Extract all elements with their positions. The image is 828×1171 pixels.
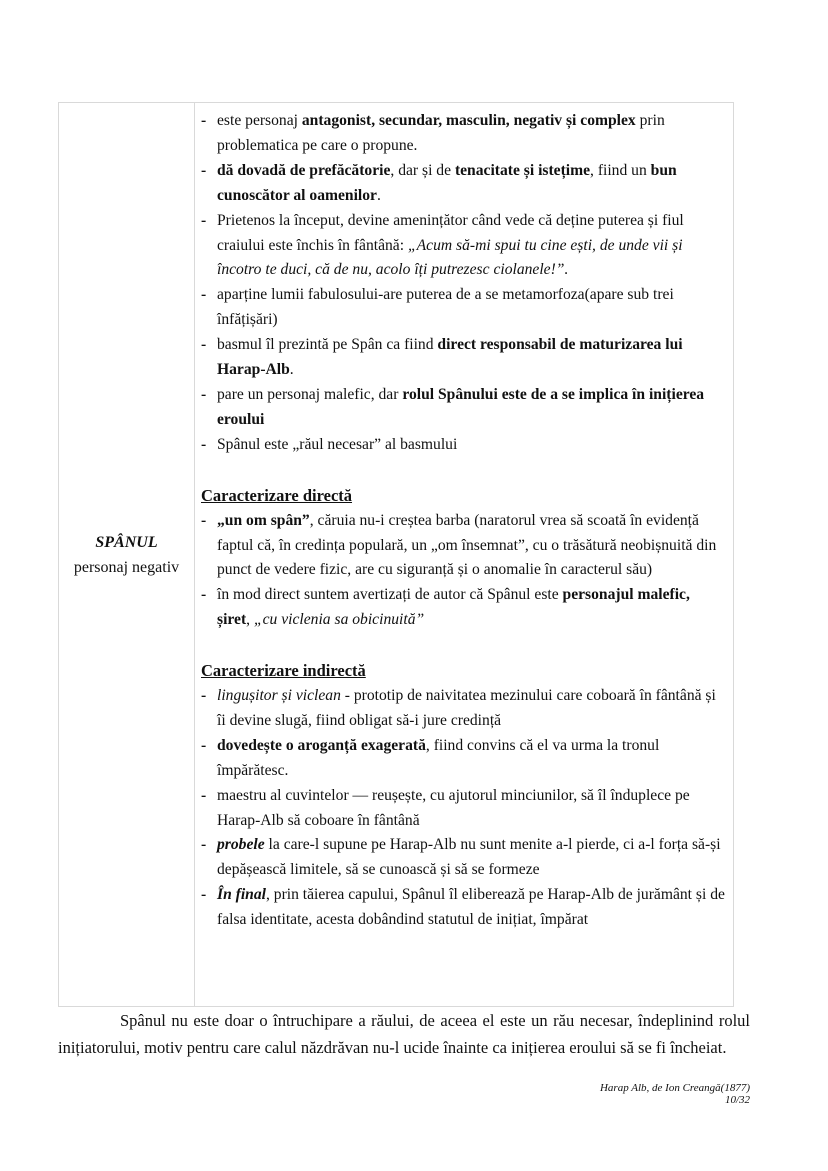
text-run: Prietenos la început, devine amenințător când vede că deține puterea și fiul craiului este închis în fântână: bbox=[217, 211, 684, 254]
dash-bullet-icon: - bbox=[201, 586, 207, 604]
dash-bullet-icon: - bbox=[201, 385, 207, 403]
dash-bullet-icon: - bbox=[201, 687, 207, 705]
footer-source: Harap Alb, de Ion Creangă(1877) bbox=[599, 1082, 750, 1094]
conclusion-paragraph: Spânul nu este doar o întruchipare a răului, de aceea el este un rău necesar, îndeplinind rolul inițiatorului, motiv pentru care calul năzdrăvan nu-l ucide înainte ca inițierea eroului să se fi încheiat. bbox=[58, 1011, 750, 1057]
text-run: , fiind convins că el va urma la tronul împărătesc. bbox=[217, 736, 660, 779]
list-item bbox=[201, 784, 725, 834]
direct-characterization-heading: Caracterizare directă bbox=[201, 485, 353, 505]
dash-bullet-icon: - bbox=[201, 336, 207, 354]
list-item bbox=[201, 583, 725, 633]
list-item bbox=[201, 509, 725, 584]
dash-bullet-icon: - bbox=[201, 211, 207, 229]
indirect-characterization-list bbox=[201, 684, 725, 933]
indirect-characterization-heading: Caracterizare indirectă bbox=[201, 661, 366, 681]
text-run: , căruia nu-i creștea barba (naratorul vrea să scoată în evidență faptul că, în credința populară, un „om însemnat”, cu o trăsătură neobișnuită din punct de vedere fizic, are cu siguranță și o anomalie în caracterul său) bbox=[217, 511, 717, 579]
text-run: „cu viclenia sa obicinuită” bbox=[253, 611, 425, 629]
text-run: lingușitor și viclean bbox=[217, 687, 341, 705]
text-run: - prototip de naivitatea mezinului care coboară în fântână și îi devine slugă, fiind obligat să-i jure credință bbox=[217, 687, 716, 729]
text-run: , dar și de bbox=[390, 161, 455, 179]
dash-bullet-icon: - bbox=[201, 886, 207, 904]
text-run: dovedește o aroganță exagerată bbox=[217, 736, 426, 754]
text-run: Spânul este „răul necesar” al basmului bbox=[217, 435, 458, 453]
page-number: 10/32 bbox=[724, 1094, 750, 1106]
text-run: În final bbox=[217, 886, 266, 904]
dash-bullet-icon: - bbox=[201, 736, 207, 754]
text-run: rolul Spânului este de a se implica în inițierea eroului bbox=[217, 385, 705, 428]
character-cell bbox=[59, 103, 195, 1007]
list-item bbox=[201, 833, 725, 883]
general-traits-list bbox=[201, 109, 725, 458]
list-item bbox=[201, 333, 725, 383]
traits-cell bbox=[195, 103, 734, 1007]
list-item bbox=[201, 734, 725, 784]
list-item bbox=[201, 109, 725, 159]
text-run: „Acum să-mi spui tu cine ești, de unde vii și încotro te duci, că de nu, acolo îți putrezesc ciolanele!”. bbox=[217, 236, 683, 279]
character-name: SPÂNUL bbox=[95, 533, 158, 551]
page-footer bbox=[600, 1082, 750, 1106]
text-run: personajul malefic, șiret bbox=[217, 586, 690, 629]
text-run: tenacitate și istețime bbox=[454, 161, 591, 179]
text-run: la care-l supune pe Harap-Alb nu sunt menite a-l pierde, ci a-l forța să-și depășească limitele, să se cunoască și să se formeze bbox=[217, 836, 721, 879]
text-run: basmul îl prezintă pe Spân ca fiind bbox=[217, 336, 438, 354]
dash-bullet-icon: - bbox=[201, 786, 207, 804]
character-role: personaj negativ bbox=[73, 558, 180, 576]
list-item bbox=[201, 883, 725, 933]
list-item bbox=[201, 209, 725, 284]
text-run: în mod direct suntem avertizați de autor că Spânul este bbox=[217, 586, 563, 604]
list-item bbox=[201, 283, 725, 333]
text-run: bun cunoscător al oamenilor bbox=[217, 161, 677, 204]
text-run: probele bbox=[217, 836, 265, 854]
dash-bullet-icon: - bbox=[201, 435, 207, 453]
text-run: , prin tăierea capului, Spânul îl eliberează pe Harap-Alb de jurământ și de falsa identitate, acesta dobândind statutul de inițiat, împărat bbox=[217, 886, 725, 929]
text-run: aparține lumii fabulosului-are puterea de a se metamorfoza(apare sub trei înfățișări) bbox=[217, 286, 674, 329]
list-item bbox=[201, 159, 725, 209]
text-run: , bbox=[246, 611, 254, 629]
text-run: direct responsabil de maturizarea lui Harap-Alb bbox=[217, 336, 683, 379]
text-run: . bbox=[289, 361, 294, 379]
text-run: . bbox=[376, 186, 381, 204]
text-run: „un om spân” bbox=[217, 511, 310, 529]
list-item bbox=[201, 383, 725, 433]
list-item bbox=[201, 433, 725, 458]
dash-bullet-icon: - bbox=[201, 836, 207, 854]
text-run: este personaj bbox=[217, 112, 302, 129]
text-run: , fiind un bbox=[590, 161, 651, 179]
dash-bullet-icon: - bbox=[201, 511, 207, 529]
dash-bullet-icon: - bbox=[201, 286, 207, 304]
text-run: prin problematica pe care o propune. bbox=[217, 112, 665, 154]
text-run: dă dovadă de prefăcătorie bbox=[217, 161, 391, 179]
text-run: antagonist, secundar, masculin, negativ și complex bbox=[301, 112, 636, 129]
text-run: maestru al cuvintelor — reușește, cu ajutorul minciunilor, să îl înduplece pe Harap-Alb să coboare în fântână bbox=[217, 786, 690, 829]
dash-bullet-icon: - bbox=[201, 112, 207, 129]
list-item bbox=[201, 684, 725, 734]
characterization-table bbox=[58, 102, 734, 1007]
direct-characterization-list bbox=[201, 509, 725, 634]
text-run: pare un personaj malefic, dar bbox=[217, 385, 403, 403]
dash-bullet-icon: - bbox=[201, 161, 207, 179]
